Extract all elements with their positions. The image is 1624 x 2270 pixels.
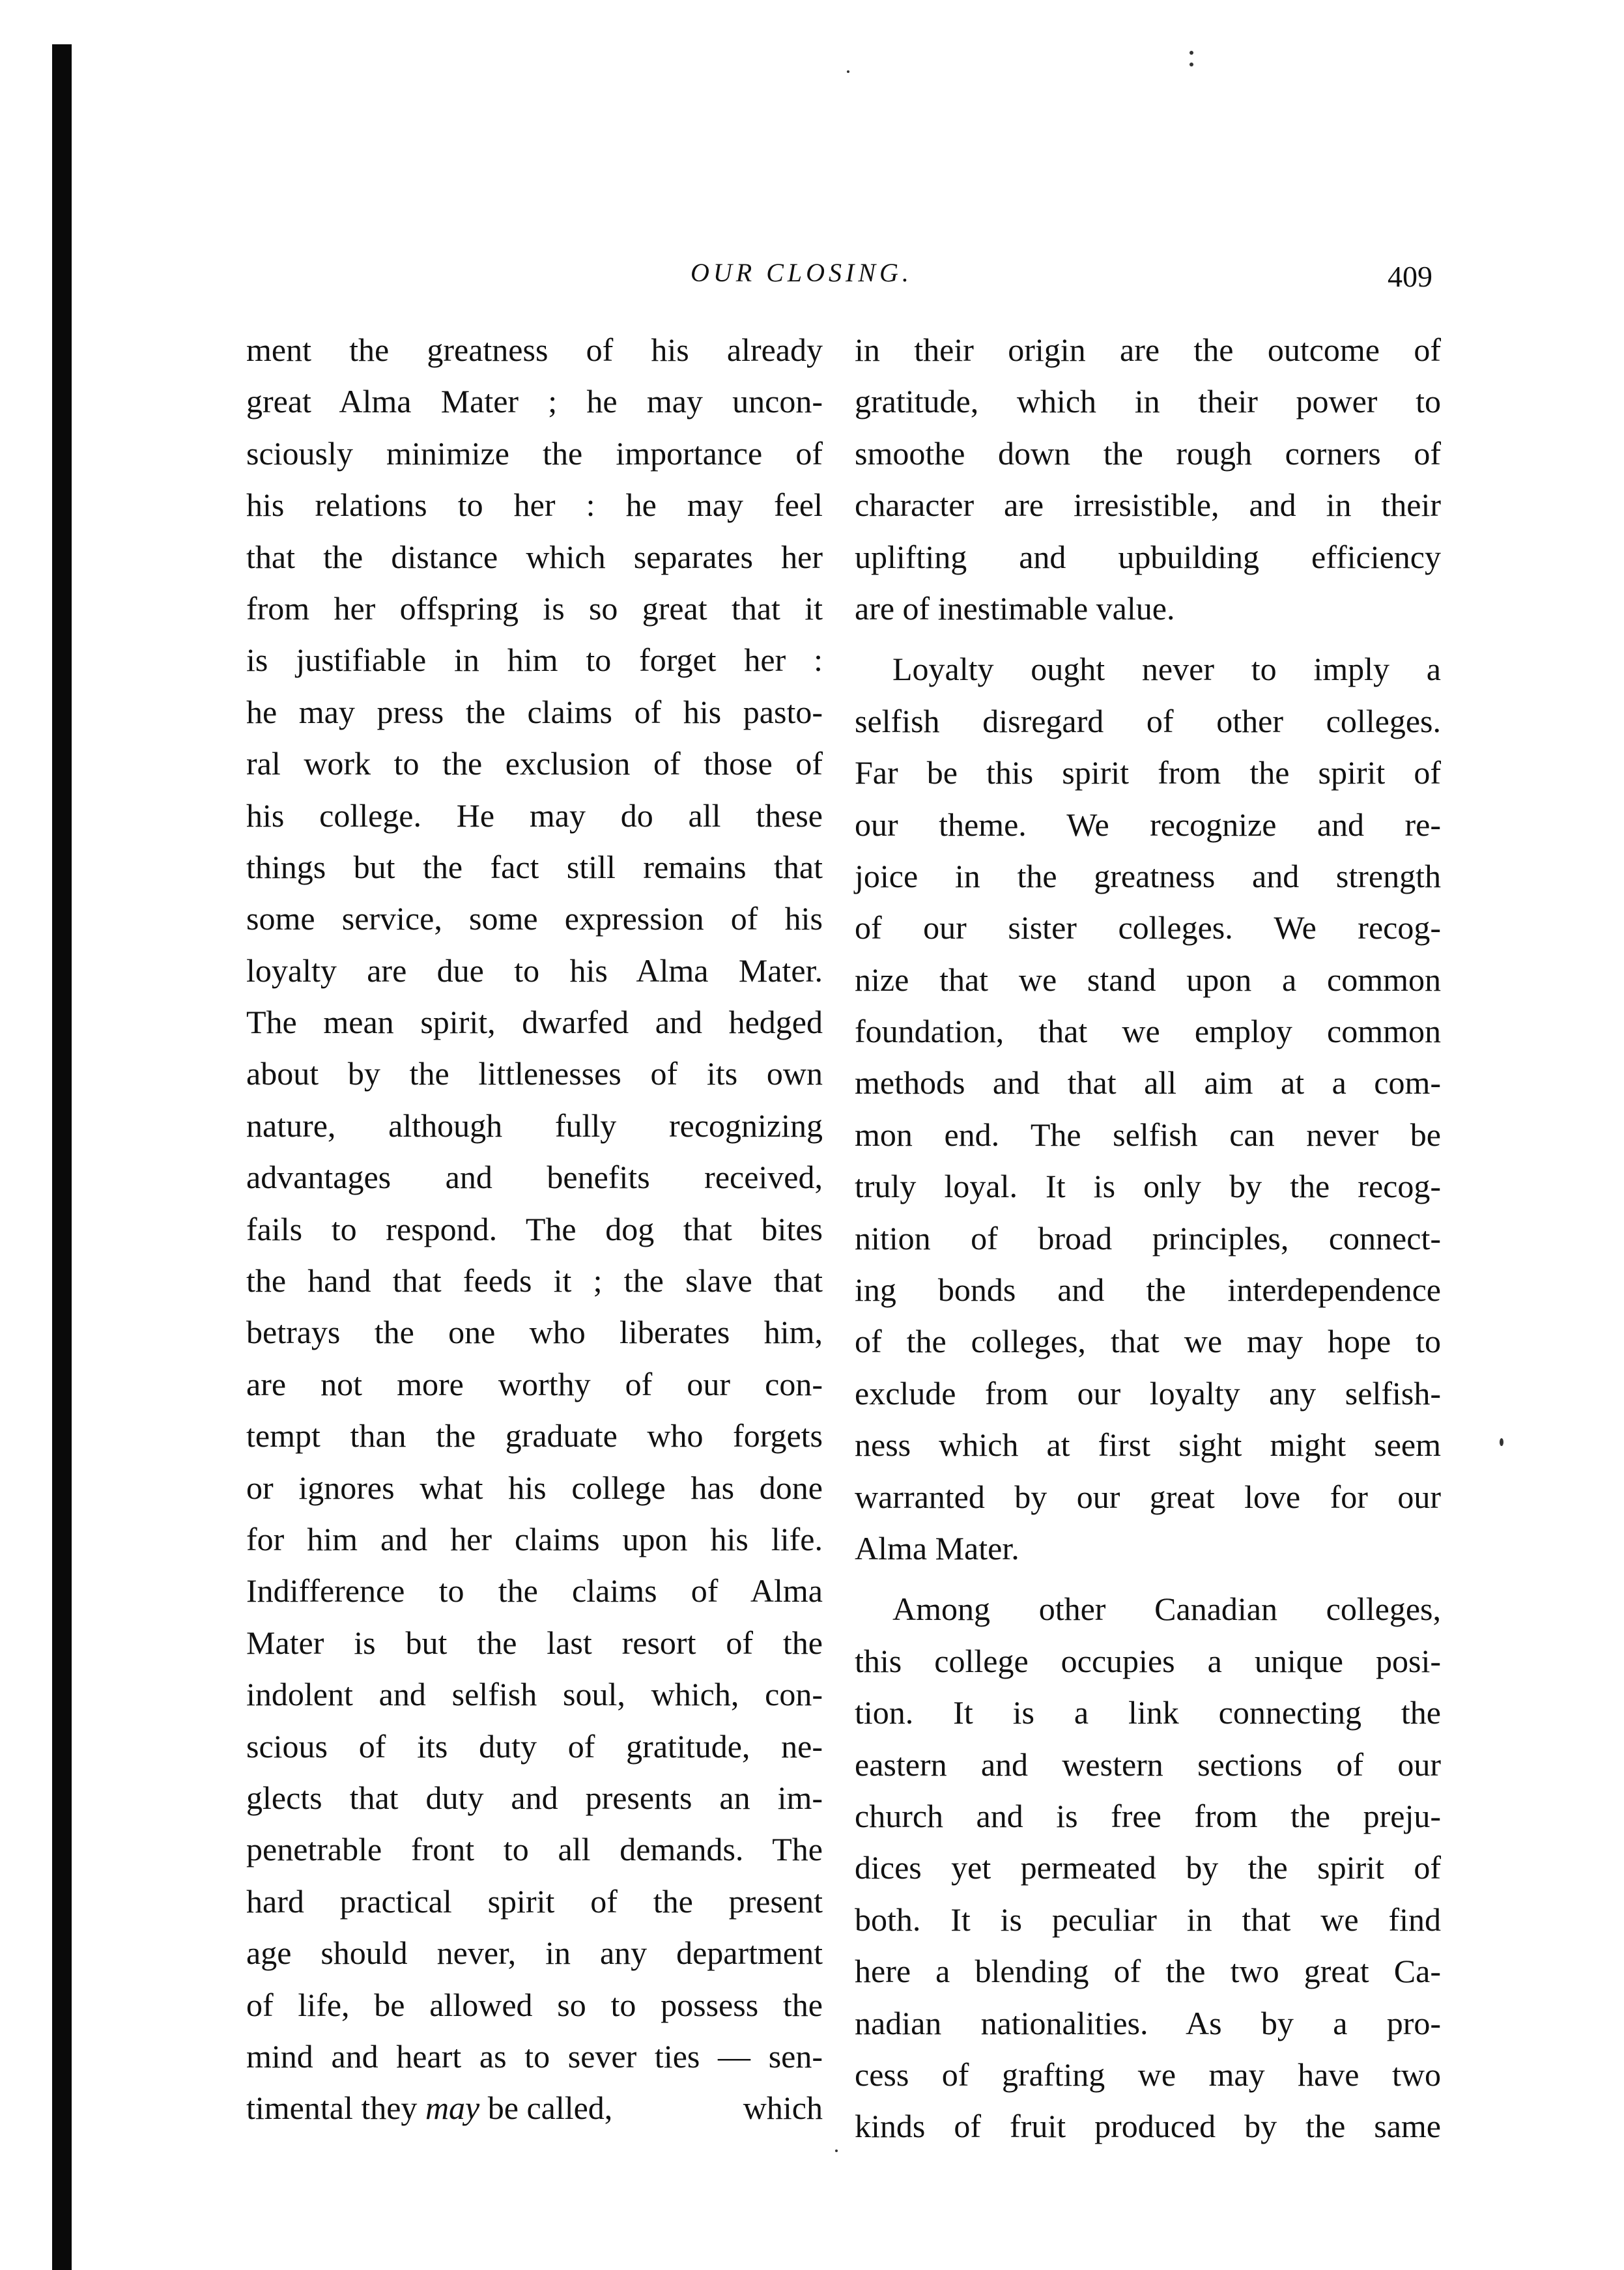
text-line: are of inestimable value. <box>855 589 1175 627</box>
text-line: smoothe down the rough corners of <box>855 434 1441 472</box>
ink-speck <box>1500 1438 1503 1446</box>
text-line: betrays the one who liberates him, <box>246 1314 823 1351</box>
text-line: that the distance which separates her <box>246 538 823 575</box>
text-line: mind and heart as to sever ties — sen- <box>246 2037 823 2075</box>
text-line: ral work to the exclusion of those of <box>246 745 823 782</box>
text-line: age should never, in any department <box>246 1935 823 1972</box>
text-line: for him and her claims upon his life. <box>246 1520 823 1557</box>
text-line: is justifiable in him to forget her : <box>246 642 823 679</box>
text-line: warranted by our great love for our <box>855 1478 1441 1515</box>
text-line: he may press the claims of his pasto- <box>246 693 823 730</box>
text-line: ment the greatness of his already <box>246 332 823 368</box>
text-line: here a blending of the two great Ca- <box>855 1953 1441 1990</box>
text-line: cess of grafting we may have two <box>855 2056 1441 2093</box>
text-line: Indifference to the claims of Alma <box>246 1572 823 1610</box>
text-line: his relations to her : he may feel <box>246 487 823 524</box>
text-line: mon end. The selfish can never be <box>855 1116 1441 1153</box>
text-line: The mean spirit, dwarfed and hedged <box>246 1004 823 1041</box>
text-line: advantages and benefits received, <box>246 1159 823 1196</box>
text-line: scious of its duty of gratitude, ne- <box>246 1727 823 1765</box>
text-line: methods and that all aim at a com- <box>855 1064 1441 1101</box>
text-line: gratitude, which in their power to <box>855 383 1441 420</box>
text-line: exclude from our loyalty any selfish- <box>855 1374 1441 1412</box>
text-line: kinds of fruit produced by the same <box>855 2108 1441 2145</box>
ink-speck <box>847 70 849 73</box>
text-line: of our sister colleges. We recog- <box>855 909 1441 946</box>
text-line: indolent and selfish soul, which, con- <box>246 1676 823 1713</box>
text-line: nature, although fully recognizing <box>246 1107 823 1144</box>
ink-speck <box>1190 63 1193 66</box>
text-line: loyalty are due to his Alma Mater. <box>246 952 823 989</box>
text-line: in their origin are the outcome of <box>855 332 1441 368</box>
text-line: Far be this spirit from the spirit of <box>855 754 1441 791</box>
text-line: Alma Mater. <box>855 1529 1019 1567</box>
text-line: tion. It is a link connecting the <box>855 1694 1441 1731</box>
text-fragment-group <box>246 2082 612 2134</box>
text-line: uplifting and upbuilding efficiency <box>855 538 1441 575</box>
text-line: ness which at first sight might seem <box>855 1426 1441 1464</box>
text-line: our theme. We recognize and re- <box>855 806 1441 843</box>
text-fragment: be called, <box>479 2090 613 2127</box>
text-line: glects that duty and presents an im- <box>246 1779 823 1816</box>
text-line: eastern and western sections of our <box>855 1746 1441 1783</box>
text-line: nadian nationalities. As by a pro- <box>855 2004 1441 2041</box>
text-line: penetrable front to all demands. The <box>246 1831 823 1868</box>
text-fragment-tail: which <box>743 2090 823 2127</box>
italic-word: may <box>425 2090 480 2127</box>
ink-speck <box>1190 51 1193 55</box>
left-column <box>246 324 823 2135</box>
text-line: truly loyal. It is only by the recog- <box>855 1168 1441 1205</box>
page-number: 409 <box>1388 260 1432 293</box>
text-line: Mater is but the last resort of the <box>246 1624 823 1661</box>
text-line: nition of broad principles, connect- <box>855 1219 1441 1256</box>
text-fragment: timental they <box>246 2090 425 2127</box>
text-line: foundation, that we employ common <box>855 1013 1441 1050</box>
text-line: church and is free from the preju- <box>855 1797 1441 1834</box>
text-line: hard practical spirit of the present <box>246 1882 823 1920</box>
text-line: this college occupies a unique posi- <box>855 1642 1441 1679</box>
text-line: things but the fact still remains that <box>246 848 823 885</box>
text-line: joice in the greatness and strength <box>855 857 1441 894</box>
text-line: selfish disregard of other colleges. <box>855 702 1441 739</box>
text-line: of life, be allowed so to possess the <box>246 1986 823 2023</box>
text-line-final <box>246 2082 823 2134</box>
text-line: the hand that feeds it ; the slave that <box>246 1262 823 1299</box>
text-line: nize that we stand upon a common <box>855 961 1441 998</box>
text-line: both. It is peculiar in that we find <box>855 1901 1441 1938</box>
text-line: character are irresistible, and in their <box>855 487 1441 524</box>
text-line: are not more worthy of our con- <box>246 1365 823 1402</box>
text-line: fails to respond. The dog that bites <box>246 1210 823 1247</box>
text-line: or ignores what his college has done <box>246 1469 823 1506</box>
ink-speck <box>835 2149 838 2152</box>
text-line: some service, some expression of his <box>246 900 823 937</box>
text-line: his college. He may do all these <box>246 797 823 834</box>
right-column <box>855 324 1441 2153</box>
text-line: tempt than the graduate who forgets <box>246 1417 823 1454</box>
text-line: Loyalty ought never to imply a <box>892 651 1441 688</box>
text-line: from her offspring is so great that it <box>246 589 823 627</box>
text-line: great Alma Mater ; he may uncon- <box>246 383 823 420</box>
text-line: ing bonds and the interdependence <box>855 1271 1441 1309</box>
text-line: of the colleges, that we may hope to <box>855 1323 1441 1360</box>
running-header: OUR CLOSING. <box>691 258 913 287</box>
text-line: dices yet permeated by the spirit of <box>855 1849 1441 1886</box>
text-line: about by the littlenesses of its own <box>246 1055 823 1092</box>
text-line: sciously minimize the importance of <box>246 434 823 472</box>
text-line: Among other Canadian colleges, <box>892 1591 1441 1628</box>
binding-edge <box>52 44 72 2270</box>
